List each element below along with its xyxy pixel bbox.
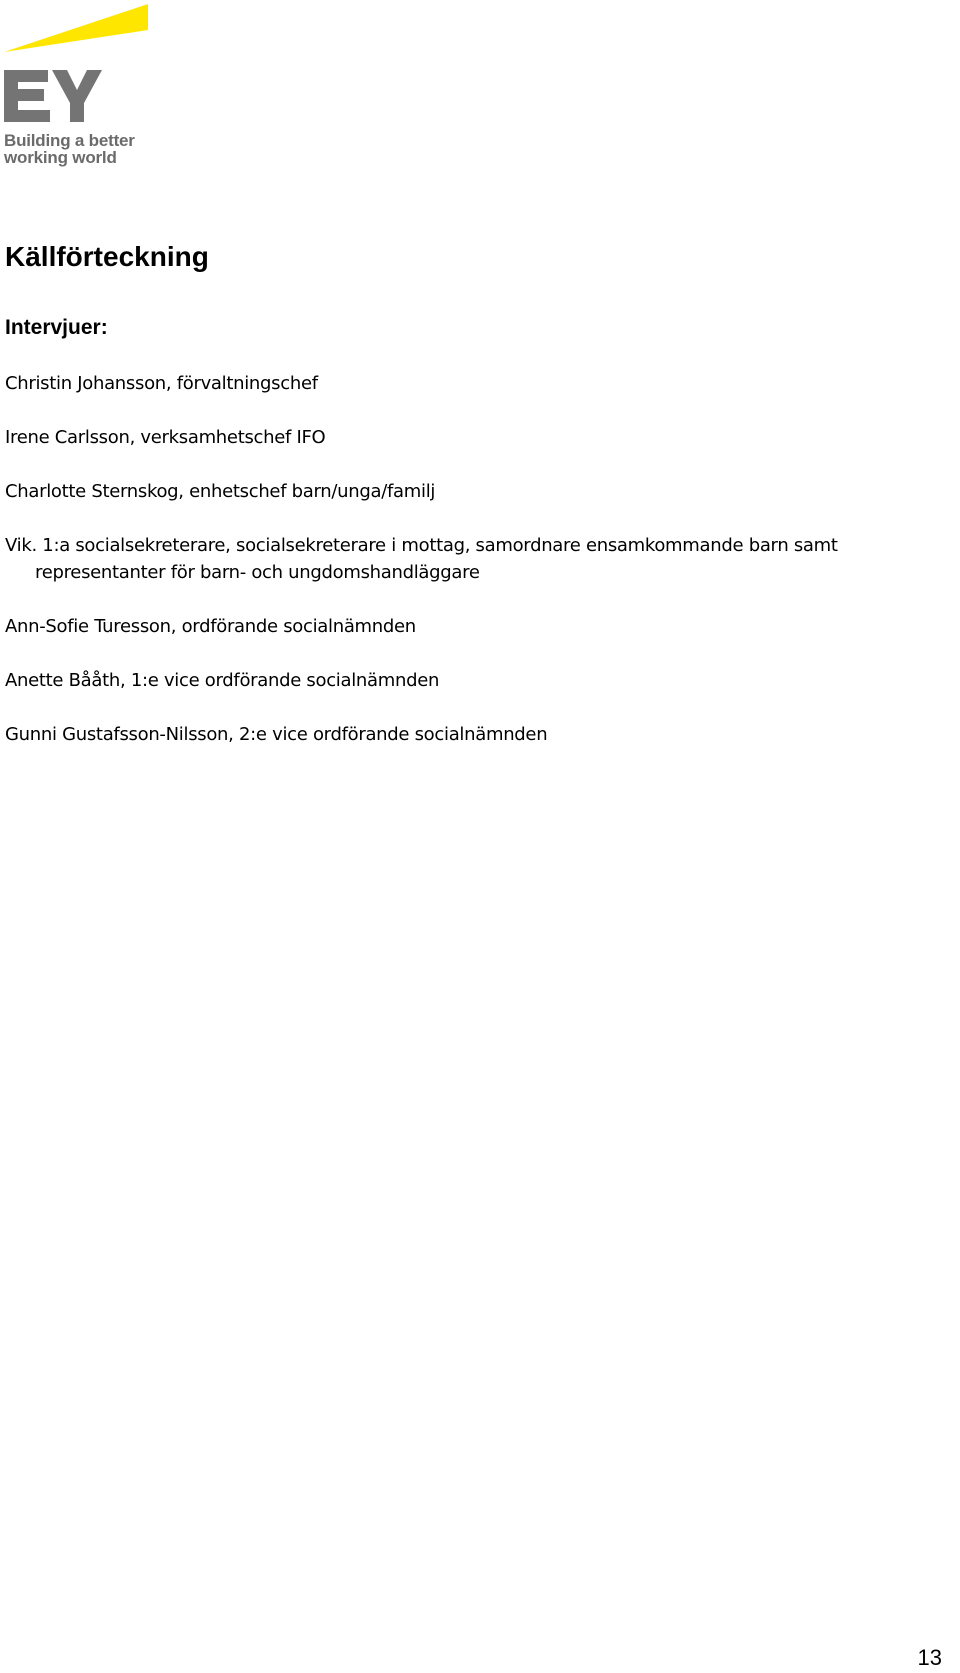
letter-y-shape [52, 70, 102, 122]
yellow-beam-shape [4, 4, 148, 52]
list-item: Vik. 1:a socialsekreterare, socialsekreterare i mottag, samordnare ensamkommande barn samt representanter för barn- och ungdomshandläggare [5, 535, 838, 583]
logo-tagline [4, 132, 135, 166]
list-item: Charlotte Sternskog, enhetschef barn/unga/familj [5, 481, 436, 502]
letter-e-shape [4, 70, 50, 122]
ey-logo-graphic [0, 0, 160, 130]
section-heading: Intervjuer: [5, 316, 108, 339]
interview-list [5, 370, 925, 775]
ey-logo [0, 0, 160, 175]
list-item: Gunni Gustafsson-Nilsson, 2:e vice ordförande socialnämnden [5, 724, 548, 745]
list-item: Anette Bååth, 1:e vice ordförande socialnämnden [5, 670, 440, 691]
page-number: 13 [917, 1645, 942, 1670]
logo-tagline-line1: Building a better [4, 131, 135, 150]
logo-tagline-line2: working world [4, 148, 117, 167]
list-item: Irene Carlsson, verksamhetschef IFO [5, 427, 326, 448]
list-item: Ann-Sofie Turesson, ordförande socialnämnden [5, 616, 416, 637]
page-title: Källförteckning [5, 241, 209, 272]
list-item: Christin Johansson, förvaltningschef [5, 373, 318, 394]
